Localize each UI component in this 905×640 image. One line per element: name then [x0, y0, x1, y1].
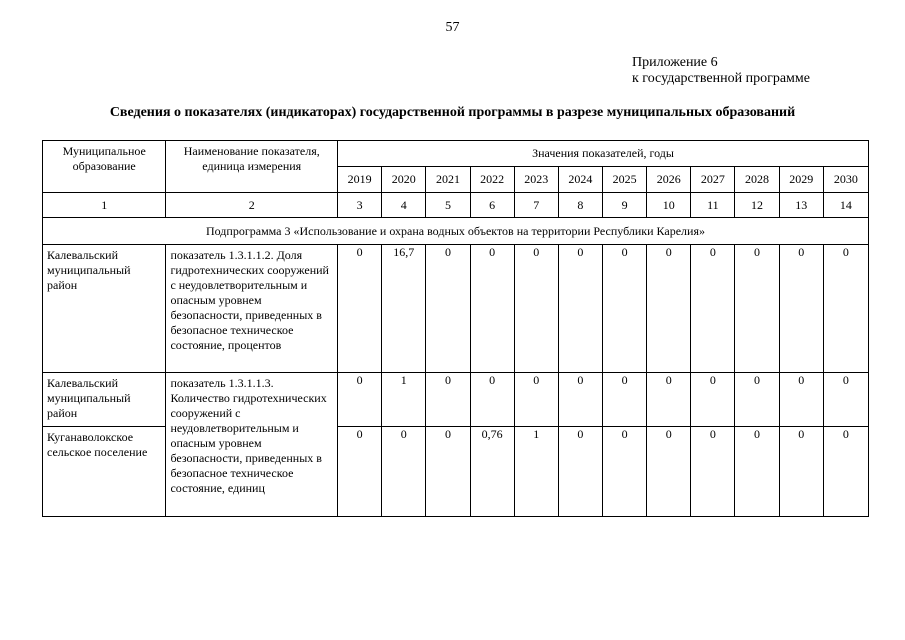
value-cell: 0 — [558, 427, 602, 517]
value-cell: 1 — [382, 373, 426, 427]
column-number: 4 — [382, 193, 426, 218]
value-cell: 0 — [779, 373, 823, 427]
header-year: 2025 — [602, 167, 646, 193]
subprogram-title: Подпрограмма 3 «Использование и охрана водных объектов на территории Республики Карелия» — [43, 218, 869, 245]
column-number: 2 — [166, 193, 338, 218]
value-cell: 0 — [779, 245, 823, 373]
header-year: 2030 — [823, 167, 868, 193]
value-cell: 0 — [470, 245, 514, 373]
value-cell: 0 — [558, 373, 602, 427]
value-cell: 0 — [691, 427, 735, 517]
header-year: 2021 — [426, 167, 470, 193]
column-number: 10 — [647, 193, 691, 218]
appendix-line-2: к государственной программе — [632, 71, 810, 86]
header-values-group: Значения показателей, годы — [338, 141, 869, 167]
header-year: 2020 — [382, 167, 426, 193]
value-cell: 0 — [514, 245, 558, 373]
value-cell: 0 — [558, 245, 602, 373]
header-year: 2024 — [558, 167, 602, 193]
table-row-indicator — [166, 245, 338, 373]
table-row-municipality — [43, 373, 166, 427]
municipality-name: Калевальский муниципальный район — [47, 248, 131, 292]
value-cell: 0 — [426, 373, 470, 427]
header-municipality-label: Муниципальное образование — [62, 144, 146, 173]
column-number: 13 — [779, 193, 823, 218]
appendix-label — [632, 55, 810, 87]
column-number: 9 — [602, 193, 646, 218]
column-number: 11 — [691, 193, 735, 218]
column-number: 6 — [470, 193, 514, 218]
value-cell: 0 — [735, 427, 779, 517]
document-title: Сведения о показателях (индикаторах) государственной программы в разрезе муниципальных образований — [109, 105, 796, 120]
table-row-municipality — [43, 245, 166, 373]
municipality-name: Калевальский муниципальный район — [47, 376, 131, 420]
header-municipality — [43, 141, 166, 193]
value-cell: 1 — [514, 427, 558, 517]
value-cell: 0 — [514, 373, 558, 427]
value-cell: 0 — [823, 427, 868, 517]
value-cell: 0 — [647, 373, 691, 427]
value-cell: 0,76 — [470, 427, 514, 517]
value-cell: 0 — [691, 245, 735, 373]
header-year: 2026 — [647, 167, 691, 193]
indicators-table — [42, 140, 869, 517]
value-cell: 0 — [823, 245, 868, 373]
appendix-line-1: Приложение 6 — [632, 55, 718, 70]
value-cell: 0 — [382, 427, 426, 517]
value-cell: 0 — [426, 427, 470, 517]
header-year: 2019 — [338, 167, 382, 193]
value-cell: 0 — [647, 427, 691, 517]
column-number: 1 — [43, 193, 166, 218]
header-indicator-label: Наименование показателя, единица измерения — [183, 144, 320, 173]
value-cell: 0 — [338, 373, 382, 427]
column-number: 14 — [823, 193, 868, 218]
value-cell: 0 — [823, 373, 868, 427]
municipality-name: Куганаволокское сельское поселение — [47, 430, 148, 459]
column-number: 3 — [338, 193, 382, 218]
value-cell: 16,7 — [382, 245, 426, 373]
column-number: 12 — [735, 193, 779, 218]
column-number: 5 — [426, 193, 470, 218]
value-cell: 0 — [338, 245, 382, 373]
value-cell: 0 — [735, 373, 779, 427]
header-year: 2028 — [735, 167, 779, 193]
column-number: 7 — [514, 193, 558, 218]
column-number: 8 — [558, 193, 602, 218]
header-year: 2027 — [691, 167, 735, 193]
value-cell: 0 — [647, 245, 691, 373]
value-cell: 0 — [602, 373, 646, 427]
header-year: 2023 — [514, 167, 558, 193]
header-year: 2022 — [470, 167, 514, 193]
value-cell: 0 — [602, 427, 646, 517]
value-cell: 0 — [779, 427, 823, 517]
table-row-indicator — [166, 373, 338, 517]
value-cell: 0 — [426, 245, 470, 373]
value-cell: 0 — [338, 427, 382, 517]
header-year: 2029 — [779, 167, 823, 193]
value-cell: 0 — [470, 373, 514, 427]
value-cell: 0 — [602, 245, 646, 373]
value-cell: 0 — [735, 245, 779, 373]
header-indicator — [166, 141, 338, 193]
indicator-name: показатель 1.3.1.1.3. Количество гидротехнических сооружений с неудовлетворительным и опасным уровнем безопасности, приведенных в безопасное техническое состояние, единиц — [170, 376, 327, 495]
page-number: 57 — [445, 20, 460, 35]
table-row-municipality — [43, 427, 166, 517]
indicator-name: показатель 1.3.1.1.2. Доля гидротехнических сооружений с неудовлетворительным и опасным уровнем безопасности, приведенных в безопасное техническое состояние, процентов — [170, 248, 329, 352]
value-cell: 0 — [691, 373, 735, 427]
